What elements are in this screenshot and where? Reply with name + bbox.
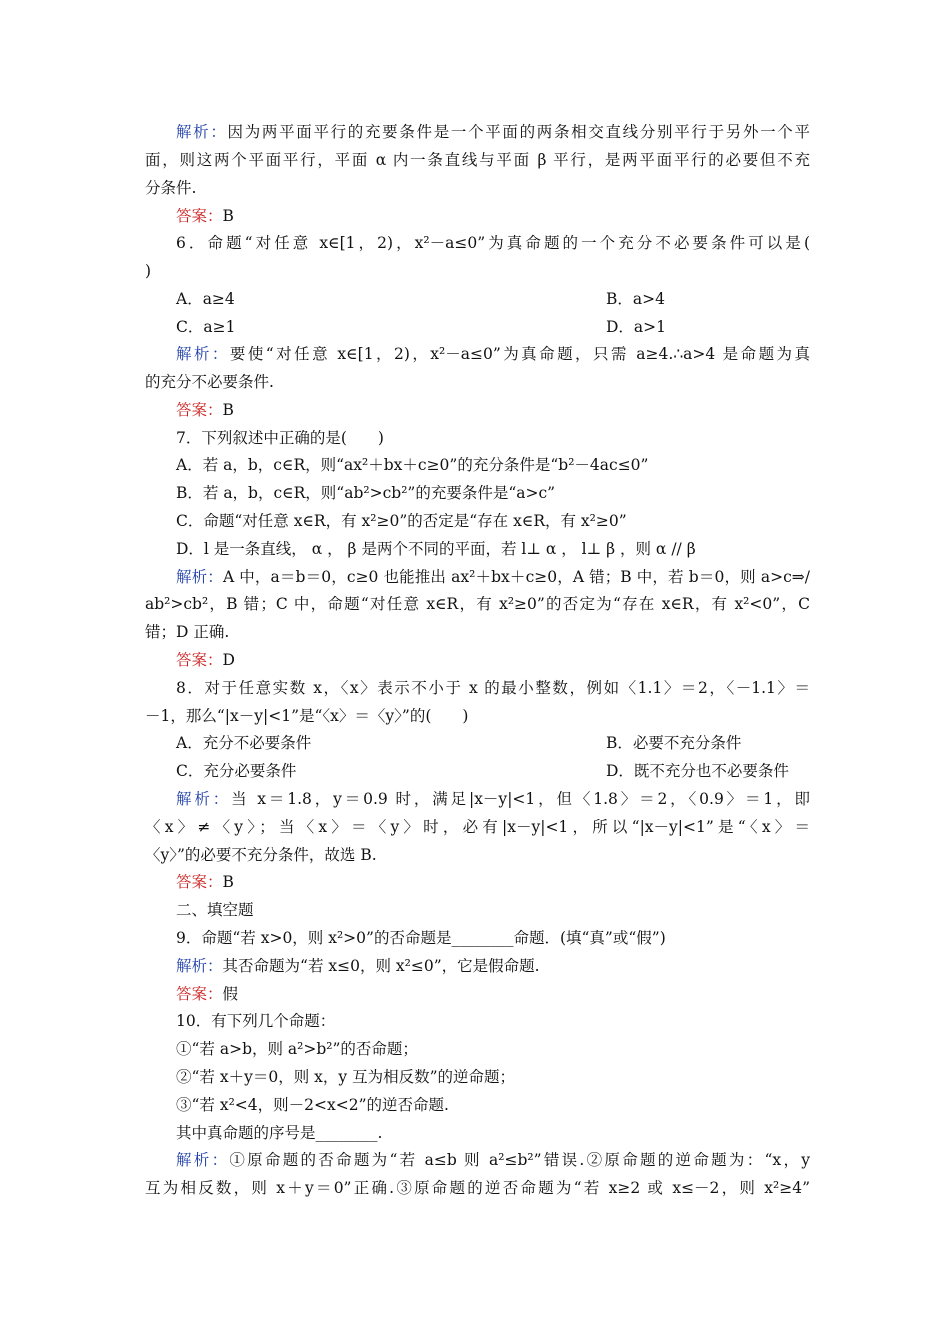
option-b: B．必要不充分条件 — [606, 734, 742, 752]
answer-label: 答案： — [176, 985, 223, 1003]
answer-6 — [176, 400, 810, 420]
analysis-text: 当 x＝1.8，y＝0.9 时，满足|x－y|<1，但〈1.8〉＝2，〈0.9〉＝1，即 — [231, 790, 810, 808]
question-9: 9．命题“若 x>0，则 x²>0”的否命题是________命题．(填“真”或“假”) — [176, 929, 666, 947]
question-6-line-2: ) — [145, 262, 152, 280]
analysis-9 — [176, 956, 810, 976]
answer-label: 答案： — [176, 873, 223, 891]
analysis-10-line-1 — [176, 1150, 810, 1170]
analysis-7-line-2: ab²>cb²，B 错；C 中，命题“对任意 x∈R，有 x²≥0”的否定为“存在 x∈R，有 x²<0”，C — [145, 595, 810, 613]
question-7-option-b: B．若 a，b，c∈R，则“ab²>cb²”的充要条件是“a>c” — [176, 484, 556, 502]
question-7: 7．下列叙述中正确的是( ) — [176, 429, 384, 447]
analysis-text: A 中，a＝b＝0，c≥0 也能推出 ax²＋bx＋c≥0，A 错；B 中，若 b＝0，则 a>c⇒/ — [222, 568, 810, 586]
question-8-options-ab — [176, 733, 810, 753]
question-7-option-a: A．若 a，b，c∈R，则“ax²＋bx＋c≥0”的充分条件是“b²－4ac≤0” — [176, 456, 649, 474]
analysis-8-line-2: 〈x〉≠〈y〉；当〈x〉＝〈y〉时，必有|x－y|<1，所以“|x－y|<1”是“〈x〉＝ — [145, 818, 810, 836]
question-10-prompt: 其中真命题的序号是________. — [176, 1124, 383, 1142]
option-c: C．充分必要条件 — [176, 762, 297, 780]
section-heading: 二、填空题 — [176, 901, 254, 919]
question-6-line-1: 6．命题“对任意 x∈[1，2)，x²－a≤0”为真命题的一个充分不必要条件可以是( — [176, 234, 810, 252]
analysis-6-line-1 — [176, 344, 810, 364]
analysis-10-line-2: 互为相反数，则 x＋y＝0”正确.③原命题的逆否命题为“若 x≥2 或 x≤－2，则 x²≥4” — [145, 1179, 810, 1197]
question-10: 10．有下列几个命题： — [176, 1012, 336, 1030]
option-c: C．a≥1 — [176, 318, 236, 336]
analysis-label: 解析： — [176, 1151, 230, 1169]
question-8-line-1: 8．对于任意实数 x，〈x〉表示不小于 x 的最小整数，例如〈1.1〉＝2，〈－1.1〉＝ — [176, 679, 810, 697]
analysis-label: 解析： — [176, 790, 232, 808]
option-d: D．a>1 — [606, 318, 667, 336]
answer-value: B — [222, 207, 234, 225]
option-d: D．既不充分也不必要条件 — [606, 762, 789, 780]
question-7-option-d: D．l 是一条直线， α ， β 是两个不同的平面，若 l⊥ α ， l⊥ β ，则 α // β — [176, 540, 696, 558]
analysis-7-line-3: 错；D 正确. — [145, 623, 230, 641]
analysis-label: 解析： — [176, 568, 223, 586]
analysis-label: 解析： — [176, 957, 223, 975]
answer-value: D — [222, 651, 235, 669]
answer-5 — [176, 206, 810, 226]
answer-7 — [176, 650, 810, 670]
analysis-5-line-2: 面，则这两个平面平行，平面 α 内一条直线与平面 β 平行，是两平面平行的必要但不充 — [145, 151, 810, 169]
answer-value: 假 — [222, 985, 239, 1003]
analysis-5-line-1 — [176, 122, 810, 142]
answer-9 — [176, 984, 810, 1004]
option-b: B．a>4 — [606, 290, 665, 308]
question-6-options-ab — [176, 289, 810, 309]
question-10-item-2: ②“若 x＋y＝0，则 x，y 互为相反数”的逆命题； — [176, 1068, 515, 1086]
analysis-text: 其否命题为“若 x≤0，则 x²≤0”，它是假命题. — [222, 957, 540, 975]
answer-label: 答案： — [176, 207, 223, 225]
answer-8 — [176, 872, 810, 892]
analysis-text: 要使“对任意 x∈[1，2)，x²－a≤0”为真命题，只需 a≥4.∴a>4 是命题为真 — [229, 345, 810, 363]
analysis-8-line-3: 〈y〉”的必要不充分条件，故选 B. — [145, 846, 377, 864]
analysis-8-line-1 — [176, 789, 810, 809]
analysis-text: ①原命题的否命题为“若 a≤b 则 a²≤b²”错误.②原命题的逆命题为：“x，y — [229, 1151, 810, 1169]
option-a: A．a≥4 — [176, 290, 235, 308]
question-8-line-2: －1，那么“|x－y|<1”是“〈x〉＝〈y〉”的( ) — [145, 707, 469, 725]
question-10-item-1: ①“若 a>b，则 a²>b²”的否命题； — [176, 1040, 418, 1058]
analysis-label: 解析： — [176, 345, 230, 363]
option-a: A．充分不必要条件 — [176, 734, 312, 752]
answer-label: 答案： — [176, 401, 223, 419]
analysis-6-line-2: 的充分不必要条件. — [145, 373, 274, 391]
question-8-options-cd — [176, 761, 810, 781]
answer-value: B — [222, 401, 234, 419]
question-10-item-3: ③“若 x²<4，则－2<x<2”的逆否命题. — [176, 1096, 449, 1114]
analysis-7-line-1 — [176, 567, 810, 587]
question-6-options-cd — [176, 317, 810, 337]
analysis-5-line-3: 分条件. — [145, 179, 197, 197]
answer-value: B — [222, 873, 234, 891]
analysis-text: 因为两平面平行的充要条件是一个平面的两条相交直线分别平行于另外一个平 — [227, 123, 810, 141]
question-7-option-c: C．命题“对任意 x∈R，有 x²≥0”的否定是“存在 x∈R，有 x²≥0” — [176, 512, 627, 530]
analysis-label: 解析： — [176, 123, 228, 141]
answer-label: 答案： — [176, 651, 223, 669]
